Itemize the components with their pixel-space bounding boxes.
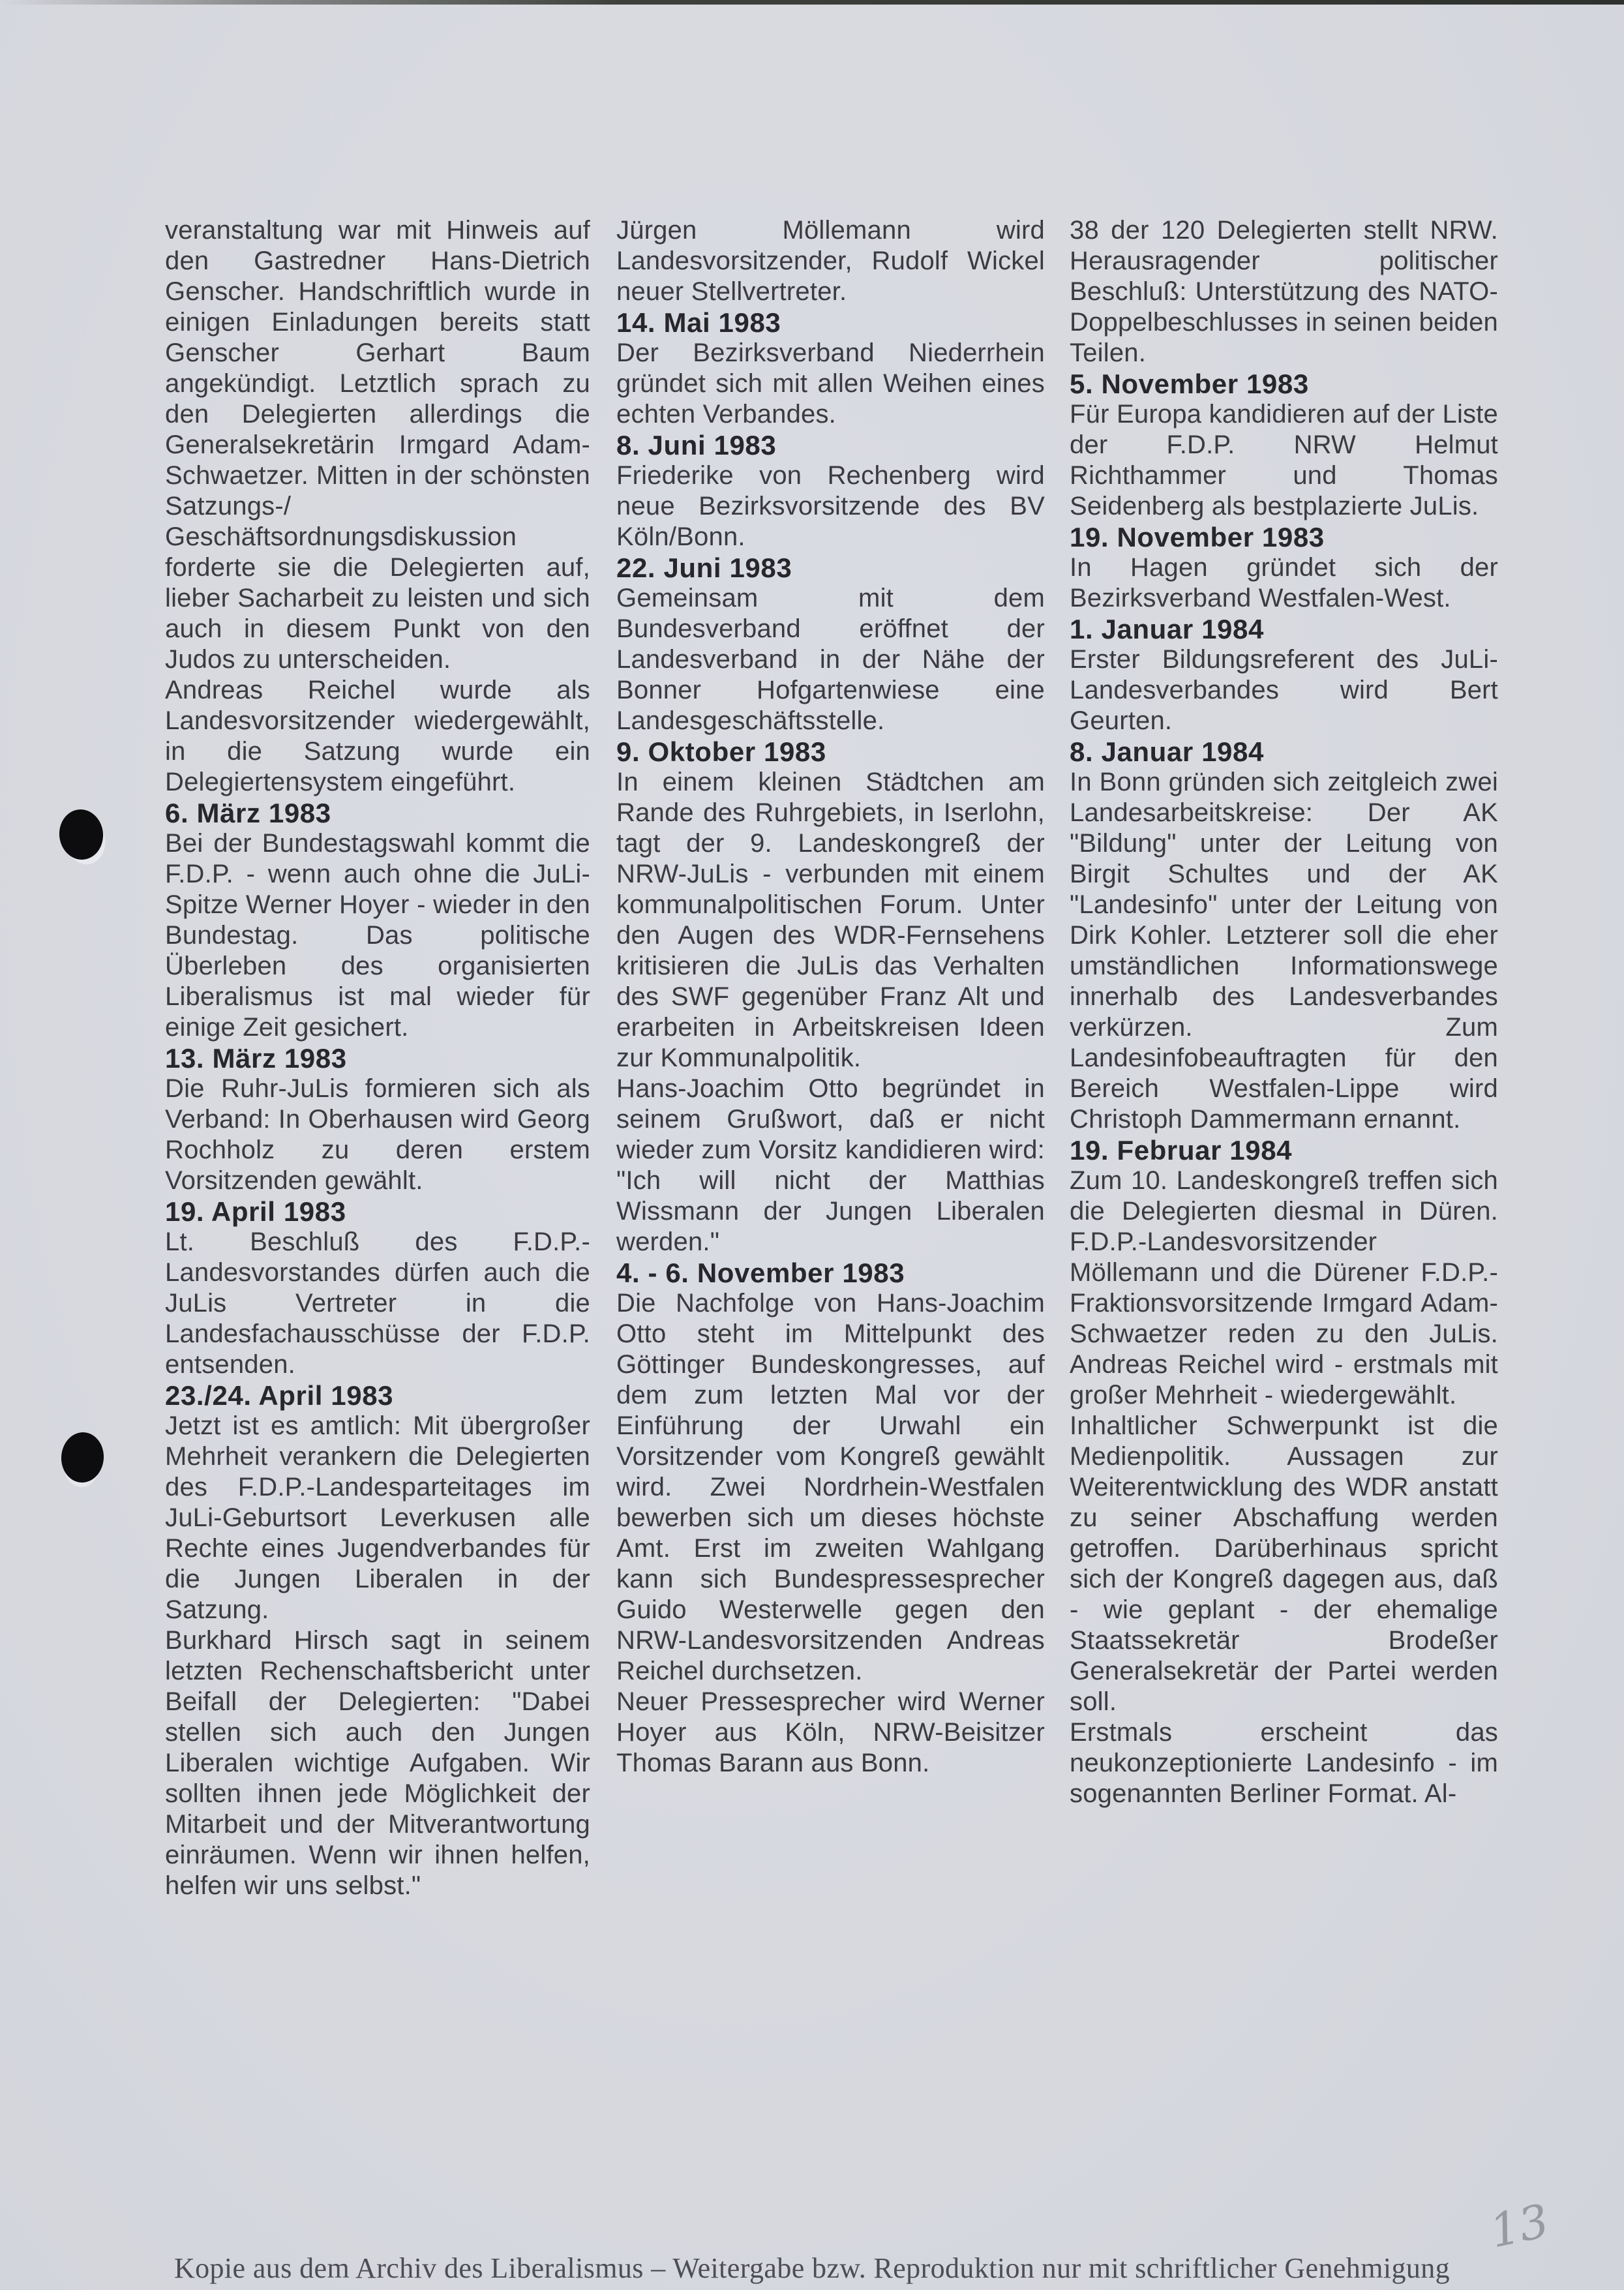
date-heading-14-mai-1983: 14. Mai 1983 bbox=[616, 307, 781, 338]
timeline-text: Für Europa kandidieren auf der Liste der F.D.P. NRW Helmut Richthammer und Thomas Seidenberg als bestplazierte JuLis. bbox=[1070, 400, 1498, 520]
timeline-text: 38 der 120 Delegierten stellt NRW. Herausragender politischer Beschluß: Unterstützung des NATO-Doppelbeschlusses in seinen beiden Teilen. bbox=[1070, 216, 1498, 367]
date-heading-6-maerz-1983: 6. März 1983 bbox=[165, 798, 331, 828]
timeline-text: Jetzt ist es amtlich: Mit übergroßer Mehrheit verankern die Delegierten des F.D.P.-Landesparteitages im JuLi-Geburtsort Leverkusen alle Rechte eines Jugendverbandes für die Jungen Liberalen in der Satzung. bbox=[165, 1411, 590, 1624]
timeline-text: Lt. Beschluß des F.D.P.-Landesvorstandes dürfen auch die JuLis Vertreter in die Landesfachausschüsse der F.D.P. entsenden. bbox=[165, 1228, 590, 1379]
timeline-text: Gemeinsam mit dem Bundesverband eröffnet der Landesverband in der Nähe der Bonner Hofgartenwiese eine Landesgeschäftsstelle. bbox=[616, 584, 1045, 735]
timeline-text: Hans-Joachim Otto begründet in seinem Grußwort, daß er nicht wieder zum Vorsitz kandidieren wird: "Ich will nicht der Matthias Wissmann der Jungen Liberalen werden." bbox=[616, 1074, 1045, 1256]
date-heading-19-februar-1984: 19. Februar 1984 bbox=[1070, 1135, 1293, 1166]
text-column-right bbox=[1070, 215, 1498, 1809]
timeline-text: Neuer Pressesprecher wird Werner Hoyer aus Köln, NRW-Beisitzer Thomas Barann aus Bonn. bbox=[616, 1687, 1045, 1777]
scanner-edge-strip bbox=[0, 0, 1624, 5]
timeline-text: Friederike von Rechenberg wird neue Bezirksvorsitzende des BV Köln/Bonn. bbox=[616, 461, 1045, 551]
hole-punch-top bbox=[57, 807, 106, 862]
timeline-text: In Hagen gründet sich der Bezirksverband Westfalen-West. bbox=[1070, 553, 1498, 612]
timeline-text: Erster Bildungsreferent des JuLi-Landesverbandes wird Bert Geurten. bbox=[1070, 645, 1498, 735]
date-heading-22-juni-1983: 22. Juni 1983 bbox=[616, 552, 792, 583]
text-column-middle bbox=[616, 215, 1045, 1779]
timeline-text: In einem kleinen Städtchen am Rande des Ruhrgebiets, in Iserlohn, tagt der 9. Landeskongreß der NRW-JuLis - verbunden mit einem kommunalpolitischen Forum. Unter den Augen des WDR-Fernsehens kritisieren die JuLis das Verhalten des SWF gegenüber Franz Alt und erarbeiten in Arbeitskreisen Ideen zur Kommunalpolitik. bbox=[616, 768, 1045, 1072]
date-heading-1-januar-1984: 1. Januar 1984 bbox=[1070, 614, 1264, 644]
hole-punch-bottom bbox=[59, 1431, 105, 1484]
date-heading-8-juni-1983: 8. Juni 1983 bbox=[616, 430, 777, 460]
timeline-text: Inhaltlicher Schwerpunkt ist die Medienpolitik. Aussagen zur Weiterentwicklung des WDR anstatt zu seiner Abschaffung werden getroffen. Darüberhinaus spricht sich der Kongreß dagegen aus, daß - wie geplant - der ehemalige Staatssekretär Brodeßer Generalsekretär der Partei werden soll. bbox=[1070, 1411, 1498, 1716]
timeline-text: Die Ruhr-JuLis formieren sich als Verband: In Oberhausen wird Georg Rochholz zu deren erstem Vorsitzenden gewählt. bbox=[165, 1074, 590, 1195]
archive-footer-text: Kopie aus dem Archiv des Liberalismus – Weitergabe bzw. Reproduktion nur mit schriftlicher Genehmigung bbox=[173, 2252, 1451, 2284]
date-heading-19-november-1983: 19. November 1983 bbox=[1070, 522, 1325, 552]
date-heading-23-24-april-1983: 23./24. April 1983 bbox=[165, 1380, 394, 1411]
timeline-text: Zum 10. Landeskongreß treffen sich die Delegierten diesmal in Düren. F.D.P.-Landesvorsitzender Möllemann und die Dürener F.D.P.-Fraktionsvorsitzende Irmgard Adam-Schwaetzer reden zu den JuLis. Andreas Reichel wird - erstmals mit großer Mehrheit - wiedergewählt. bbox=[1070, 1166, 1498, 1409]
timeline-text: Bei der Bundestagswahl kommt die F.D.P. - wenn auch ohne die JuLi-Spitze Werner Hoyer - wieder in den Bundestag. Das politische Überleben des organisierten Liberalismus ist mal wieder für einige Zeit gesichert. bbox=[165, 829, 590, 1042]
handwritten-page-number: 13 bbox=[1485, 2193, 1554, 2259]
timeline-text: veranstaltung war mit Hinweis auf den Gastredner Hans-Dietrich Genscher. Handschriftlich wurde in einigen Einladungen bereits statt Genscher Gerhart Baum angekündigt. Letztlich sprach zu den Delegierten allerdings die Generalsekretärin Irmgard Adam-Schwaetzer. Mitten in der schönsten Satzungs-/ Geschäftsordnungsdiskussion forderte sie die Delegierten auf, lieber Sacharbeit zu leisten und sich auch in diesem Punkt von den Judos zu unterscheiden. bbox=[165, 216, 590, 674]
date-heading-13-maerz-1983: 13. März 1983 bbox=[165, 1043, 347, 1074]
date-heading-5-november-1983: 5. November 1983 bbox=[1070, 369, 1309, 399]
timeline-text: Die Nachfolge von Hans-Joachim Otto steht im Mittelpunkt des Göttinger Bundeskongresses, auf dem zum letzten Mal vor der Einführung der Urwahl ein Vorsitzender vom Kongreß gewählt wird. Zwei Nordrhein-Westfalen bewerben sich um dieses höchste Amt. Erst im zweiten Wahlgang kann sich Bundespressesprecher Guido Westerwelle gegen den NRW-Landesvorsitzenden Andreas Reichel durchsetzen. bbox=[616, 1289, 1045, 1685]
date-heading-4-6-november-1983: 4. - 6. November 1983 bbox=[616, 1258, 905, 1288]
date-heading-19-april-1983: 19. April 1983 bbox=[165, 1196, 346, 1227]
date-heading-9-oktober-1983: 9. Oktober 1983 bbox=[616, 736, 826, 767]
timeline-text: In Bonn gründen sich zeitgleich zwei Landesarbeitskreise: Der AK "Bildung" unter der Leitung von Birgit Schultes und der AK "Landesinfo" unter der Leitung von Dirk Kohler. Letzterer soll die eher umständlichen Informationswege innerhalb des Landesverbandes verkürzen. Zum Landesinfobeauftragten für den Bereich Westfalen-Lippe wird Christoph Dammermann ernannt. bbox=[1070, 768, 1498, 1134]
timeline-text: Der Bezirksverband Niederrhein gründet sich mit allen Weihen eines echten Verbandes. bbox=[616, 339, 1045, 429]
timeline-text: Burkhard Hirsch sagt in seinem letzten Rechenschaftsbericht unter Beifall der Delegierten: "Dabei stellen sich auch den Jungen Liberalen wichtige Aufgaben. Wir sollten ihnen jede Möglichkeit der Mitarbeit und der Mitverantwortung einräumen. Wenn wir ihnen helfen, helfen wir uns selbst." bbox=[165, 1626, 590, 1900]
text-column-left bbox=[165, 215, 590, 1901]
timeline-text: Andreas Reichel wurde als Landesvorsitzender wiedergewählt, in die Satzung wurde ein Delegiertensystem eingeführt. bbox=[165, 676, 590, 796]
timeline-text: Jürgen Möllemann wird Landesvorsitzender, Rudolf Wickel neuer Stellvertreter. bbox=[616, 216, 1045, 306]
date-heading-8-januar-1984: 8. Januar 1984 bbox=[1070, 736, 1264, 767]
timeline-text: Erstmals erscheint das neukonzeptionierte Landesinfo - im sogenannten Berliner Format. Al- bbox=[1070, 1718, 1498, 1808]
